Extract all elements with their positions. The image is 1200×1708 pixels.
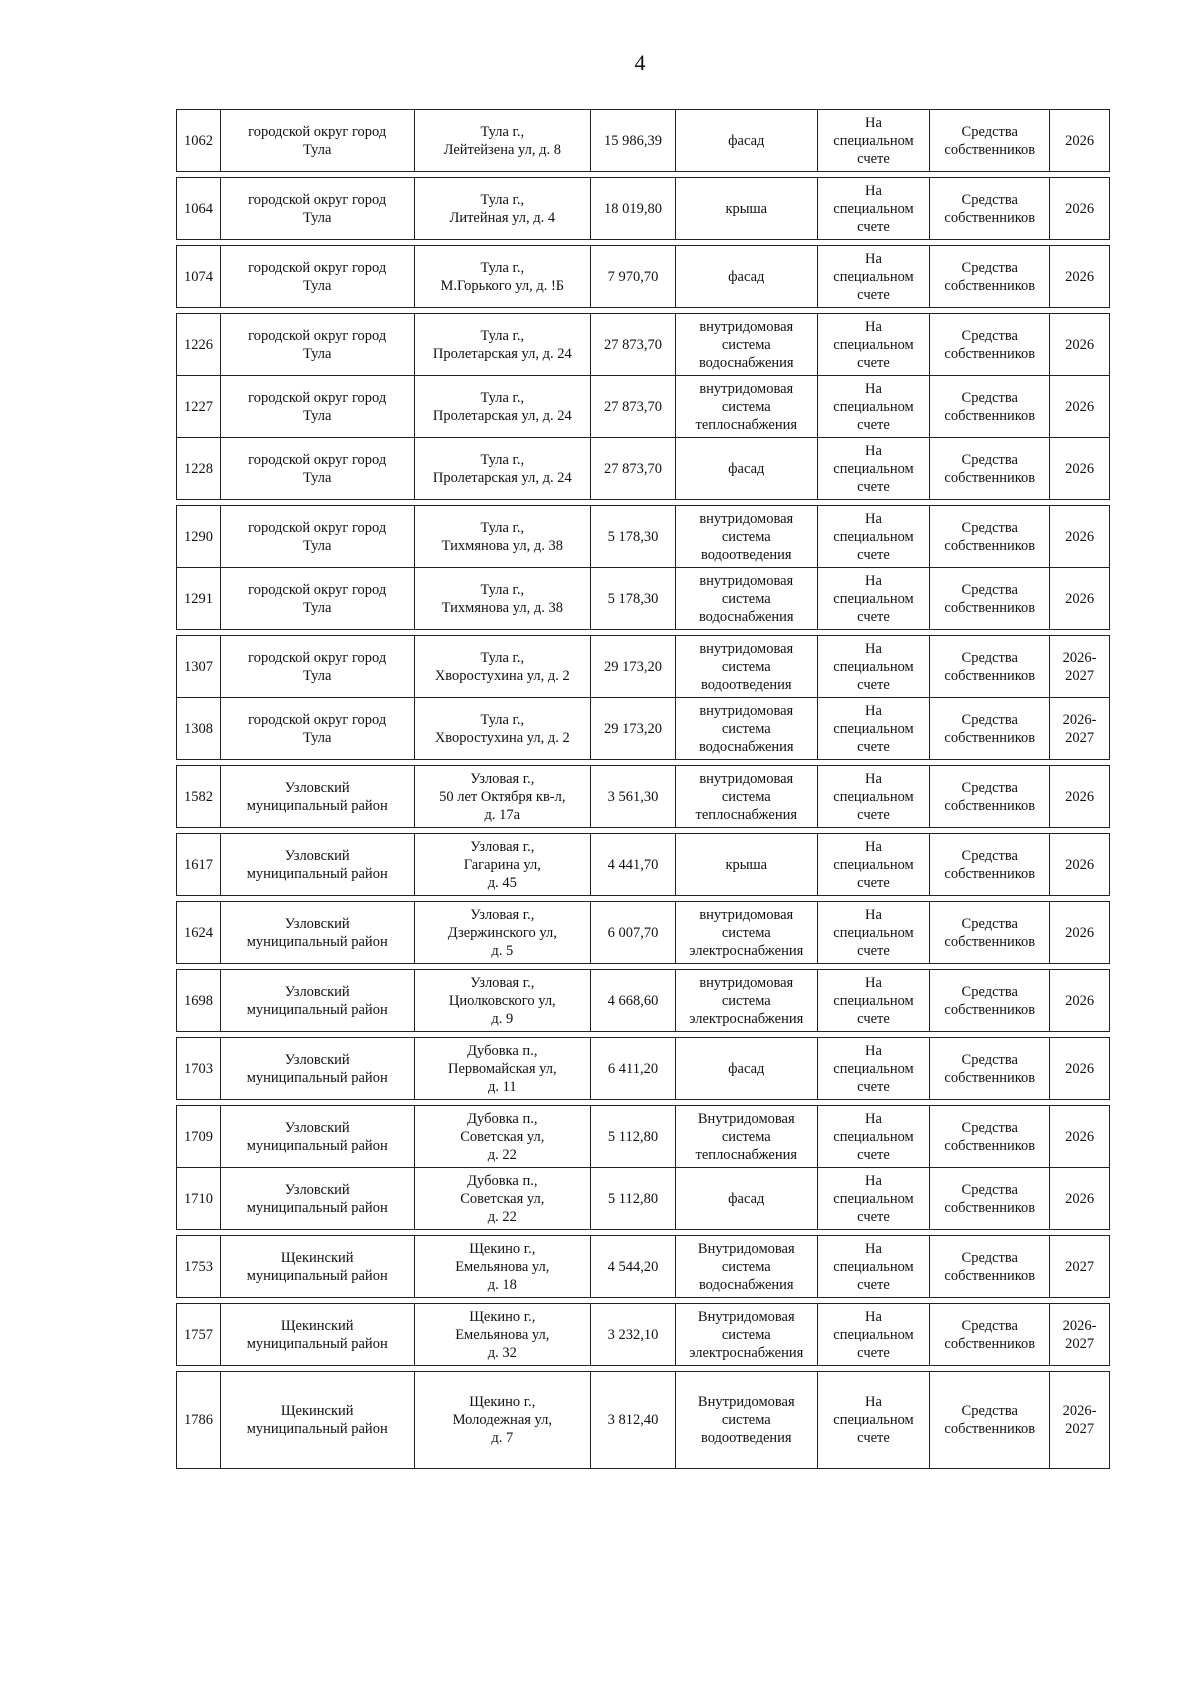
record-number: 1290: [177, 506, 221, 567]
table-row: [176, 177, 1110, 240]
account-cell: На специальном счете: [818, 636, 931, 697]
municipality-cell: Узловский муниципальный район: [221, 766, 415, 827]
table-row: [176, 833, 1110, 896]
cost-cell: 5 178,30: [591, 506, 676, 567]
work-type-cell: крыша: [676, 178, 818, 239]
account-cell: На специальном счете: [818, 834, 931, 895]
cost-cell: 5 178,30: [591, 568, 676, 629]
record-number: 1753: [177, 1236, 221, 1297]
table-row: [176, 1105, 1110, 1168]
address-cell: Тула г., Литейная ул, д. 4: [415, 178, 592, 239]
address-cell: Тула г., Пролетарская ул, д. 24: [415, 314, 592, 375]
record-number: 1757: [177, 1304, 221, 1365]
cost-cell: 27 873,70: [591, 438, 676, 499]
work-type-cell: внутридомовая система электроснабжения: [676, 902, 818, 963]
address-cell: Тула г., Пролетарская ул, д. 24: [415, 438, 592, 499]
cost-cell: 29 173,20: [591, 636, 676, 697]
page-number: 4: [634, 50, 646, 75]
address-cell: Тула г., Лейтейзена ул, д. 8: [415, 110, 592, 171]
record-number: 1062: [177, 110, 221, 171]
work-type-cell: Внутридомовая система водоотведения: [676, 1372, 818, 1468]
funding-cell: Средства собственников: [930, 1304, 1050, 1365]
funding-cell: Средства собственников: [930, 506, 1050, 567]
years-cell: 2026: [1065, 132, 1095, 149]
years-cell: 2026: [1065, 1128, 1095, 1145]
address-cell: Дубовка п., Первомайская ул, д. 11: [415, 1038, 592, 1099]
work-type-cell: фасад: [676, 1168, 818, 1229]
years-cell: 2026: [1065, 268, 1095, 285]
funding-cell: Средства собственников: [930, 698, 1050, 759]
cost-cell: 3 232,10: [591, 1304, 676, 1365]
cost-cell: 4 544,20: [591, 1236, 676, 1297]
table-row: [176, 245, 1110, 308]
record-number: 1624: [177, 902, 221, 963]
funding-cell: Средства собственников: [930, 1106, 1050, 1167]
table-row: [176, 1303, 1110, 1366]
years-cell: 2026: [1065, 336, 1095, 353]
municipality-cell: Узловский муниципальный район: [221, 902, 415, 963]
funding-cell: Средства собственников: [930, 246, 1050, 307]
address-cell: Тула г., М.Горького ул, д. !Б: [415, 246, 592, 307]
work-type-cell: внутридомовая система водоснабжения: [676, 568, 818, 629]
account-cell: На специальном счете: [818, 1236, 931, 1297]
municipality-cell: городской округ город Тула: [221, 698, 415, 759]
cost-cell: 27 873,70: [591, 376, 676, 437]
record-number: 1226: [177, 314, 221, 375]
address-cell: Тула г., Тихмянова ул, д. 38: [415, 568, 592, 629]
municipality-cell: Узловский муниципальный район: [221, 1106, 415, 1167]
cost-cell: 7 970,70: [591, 246, 676, 307]
record-number: 1698: [177, 970, 221, 1031]
address-cell: Щекино г., Молодежная ул, д. 7: [415, 1372, 592, 1468]
years-cell: 2026- 2027: [1062, 1403, 1097, 1437]
cost-cell: 6 411,20: [591, 1038, 676, 1099]
cost-cell: 5 112,80: [591, 1168, 676, 1229]
table-row: [176, 1371, 1110, 1469]
record-number: 1617: [177, 834, 221, 895]
municipality-cell: Щекинский муниципальный район: [221, 1304, 415, 1365]
address-cell: Тула г., Хворостухина ул, д. 2: [415, 636, 592, 697]
table-row: [176, 437, 1110, 500]
table-row: [176, 1037, 1110, 1100]
account-cell: На специальном счете: [818, 1168, 931, 1229]
records-table: [176, 109, 1110, 1474]
funding-cell: Средства собственников: [930, 834, 1050, 895]
table-row: [176, 969, 1110, 1032]
table-row: [176, 697, 1110, 760]
account-cell: На специальном счете: [818, 438, 931, 499]
cost-cell: 6 007,70: [591, 902, 676, 963]
table-row: [176, 765, 1110, 828]
address-cell: Узловая г., Циолковского ул, д. 9: [415, 970, 592, 1031]
years-cell: 2026: [1065, 398, 1095, 415]
funding-cell: Средства собственников: [930, 636, 1050, 697]
funding-cell: Средства собственников: [930, 766, 1050, 827]
record-number: 1709: [177, 1106, 221, 1167]
address-cell: Дубовка п., Советская ул, д. 22: [415, 1168, 592, 1229]
table-row: [176, 313, 1110, 376]
table-row: [176, 1235, 1110, 1298]
municipality-cell: Щекинский муниципальный район: [221, 1236, 415, 1297]
address-cell: Узловая г., 50 лет Октября кв-л, д. 17а: [415, 766, 592, 827]
address-cell: Тула г., Хворостухина ул, д. 2: [415, 698, 592, 759]
funding-cell: Средства собственников: [930, 110, 1050, 171]
work-type-cell: внутридомовая система теплоснабжения: [676, 376, 818, 437]
work-type-cell: фасад: [676, 1038, 818, 1099]
record-number: 1227: [177, 376, 221, 437]
municipality-cell: Щекинский муниципальный район: [221, 1372, 415, 1468]
record-number: 1074: [177, 246, 221, 307]
record-number: 1786: [177, 1372, 221, 1468]
municipality-cell: городской округ город Тула: [221, 568, 415, 629]
work-type-cell: внутридомовая система водоснабжения: [676, 698, 818, 759]
municipality-cell: Узловский муниципальный район: [221, 1038, 415, 1099]
table-row: [176, 109, 1110, 172]
municipality-cell: Узловский муниципальный район: [221, 1168, 415, 1229]
years-cell: 2026: [1065, 590, 1095, 607]
years-cell: 2026: [1065, 992, 1095, 1009]
cost-cell: 18 019,80: [591, 178, 676, 239]
table-row: [176, 901, 1110, 964]
municipality-cell: городской округ город Тула: [221, 178, 415, 239]
years-cell: 2026- 2027: [1062, 711, 1097, 746]
account-cell: На специальном счете: [818, 1106, 931, 1167]
work-type-cell: внутридомовая система теплоснабжения: [676, 766, 818, 827]
years-cell: 2026- 2027: [1062, 1317, 1097, 1352]
account-cell: На специальном счете: [818, 178, 931, 239]
funding-cell: Средства собственников: [930, 438, 1050, 499]
years-cell: 2026- 2027: [1062, 649, 1097, 684]
years-cell: 2026: [1065, 1060, 1095, 1077]
years-cell: 2026: [1065, 856, 1095, 873]
account-cell: На специальном счете: [818, 766, 931, 827]
years-cell: 2026: [1065, 528, 1095, 545]
work-type-cell: внутридомовая система электроснабжения: [676, 970, 818, 1031]
account-cell: На специальном счете: [818, 568, 931, 629]
cost-cell: 4 668,60: [591, 970, 676, 1031]
address-cell: Узловая г., Гагарина ул, д. 45: [415, 834, 592, 895]
municipality-cell: Узловский муниципальный район: [221, 834, 415, 895]
work-type-cell: фасад: [676, 438, 818, 499]
account-cell: На специальном счете: [818, 376, 931, 437]
record-number: 1064: [177, 178, 221, 239]
account-cell: На специальном счете: [818, 506, 931, 567]
cost-cell: 29 173,20: [591, 698, 676, 759]
table-row: [176, 567, 1110, 630]
years-cell: 2026: [1065, 1190, 1095, 1207]
cost-cell: 3 812,40: [591, 1372, 676, 1468]
years-cell: 2026: [1065, 460, 1095, 477]
municipality-cell: городской округ город Тула: [221, 636, 415, 697]
municipality-cell: городской округ город Тула: [221, 110, 415, 171]
work-type-cell: фасад: [676, 246, 818, 307]
funding-cell: Средства собственников: [930, 902, 1050, 963]
funding-cell: Средства собственников: [930, 314, 1050, 375]
work-type-cell: внутридомовая система водоотведения: [676, 636, 818, 697]
record-number: 1228: [177, 438, 221, 499]
work-type-cell: внутридомовая система водоотведения: [676, 506, 818, 567]
account-cell: На специальном счете: [818, 1038, 931, 1099]
account-cell: На специальном счете: [818, 970, 931, 1031]
table-row: [176, 1167, 1110, 1230]
funding-cell: Средства собственников: [930, 1038, 1050, 1099]
table-row: [176, 505, 1110, 568]
municipality-cell: городской округ город Тула: [221, 376, 415, 437]
funding-cell: Средства собственников: [930, 1236, 1050, 1297]
address-cell: Щекино г., Емельянова ул, д. 32: [415, 1304, 592, 1365]
account-cell: На специальном счете: [818, 246, 931, 307]
account-cell: На специальном счете: [818, 698, 931, 759]
funding-cell: Средства собственников: [930, 970, 1050, 1031]
work-type-cell: внутридомовая система водоснабжения: [676, 314, 818, 375]
record-number: 1703: [177, 1038, 221, 1099]
funding-cell: Средства собственников: [930, 178, 1050, 239]
funding-cell: Средства собственников: [930, 568, 1050, 629]
cost-cell: 4 441,70: [591, 834, 676, 895]
cost-cell: 5 112,80: [591, 1106, 676, 1167]
record-number: 1307: [177, 636, 221, 697]
account-cell: На специальном счете: [818, 1372, 931, 1468]
cost-cell: 15 986,39: [591, 110, 676, 171]
cost-cell: 3 561,30: [591, 766, 676, 827]
funding-cell: Средства собственников: [930, 1372, 1050, 1468]
record-number: 1291: [177, 568, 221, 629]
address-cell: Дубовка п., Советская ул, д. 22: [415, 1106, 592, 1167]
record-number: 1710: [177, 1168, 221, 1229]
funding-cell: Средства собственников: [930, 1168, 1050, 1229]
work-type-cell: крыша: [676, 834, 818, 895]
years-cell: 2026: [1065, 924, 1095, 941]
municipality-cell: Узловский муниципальный район: [221, 970, 415, 1031]
municipality-cell: городской округ город Тула: [221, 314, 415, 375]
municipality-cell: городской округ город Тула: [221, 438, 415, 499]
work-type-cell: Внутридомовая система водоснабжения: [676, 1236, 818, 1297]
table-row: [176, 375, 1110, 438]
years-cell: 2026: [1065, 200, 1095, 217]
record-number: 1308: [177, 698, 221, 759]
address-cell: Щекино г., Емельянова ул, д. 18: [415, 1236, 592, 1297]
years-cell: 2026: [1065, 788, 1095, 805]
account-cell: На специальном счете: [818, 314, 931, 375]
work-type-cell: фасад: [676, 110, 818, 171]
municipality-cell: городской округ город Тула: [221, 506, 415, 567]
cost-cell: 27 873,70: [591, 314, 676, 375]
municipality-cell: городской округ город Тула: [221, 246, 415, 307]
work-type-cell: Внутридомовая система электроснабжения: [676, 1304, 818, 1365]
address-cell: Тула г., Тихмянова ул, д. 38: [415, 506, 592, 567]
table-row: [176, 635, 1110, 698]
years-cell: 2027: [1065, 1258, 1095, 1275]
work-type-cell: Внутридомовая система теплоснабжения: [676, 1106, 818, 1167]
record-number: 1582: [177, 766, 221, 827]
address-cell: Тула г., Пролетарская ул, д. 24: [415, 376, 592, 437]
account-cell: На специальном счете: [818, 902, 931, 963]
account-cell: На специальном счете: [818, 1304, 931, 1365]
account-cell: На специальном счете: [818, 110, 931, 171]
funding-cell: Средства собственников: [930, 376, 1050, 437]
address-cell: Узловая г., Дзержинского ул, д. 5: [415, 902, 592, 963]
